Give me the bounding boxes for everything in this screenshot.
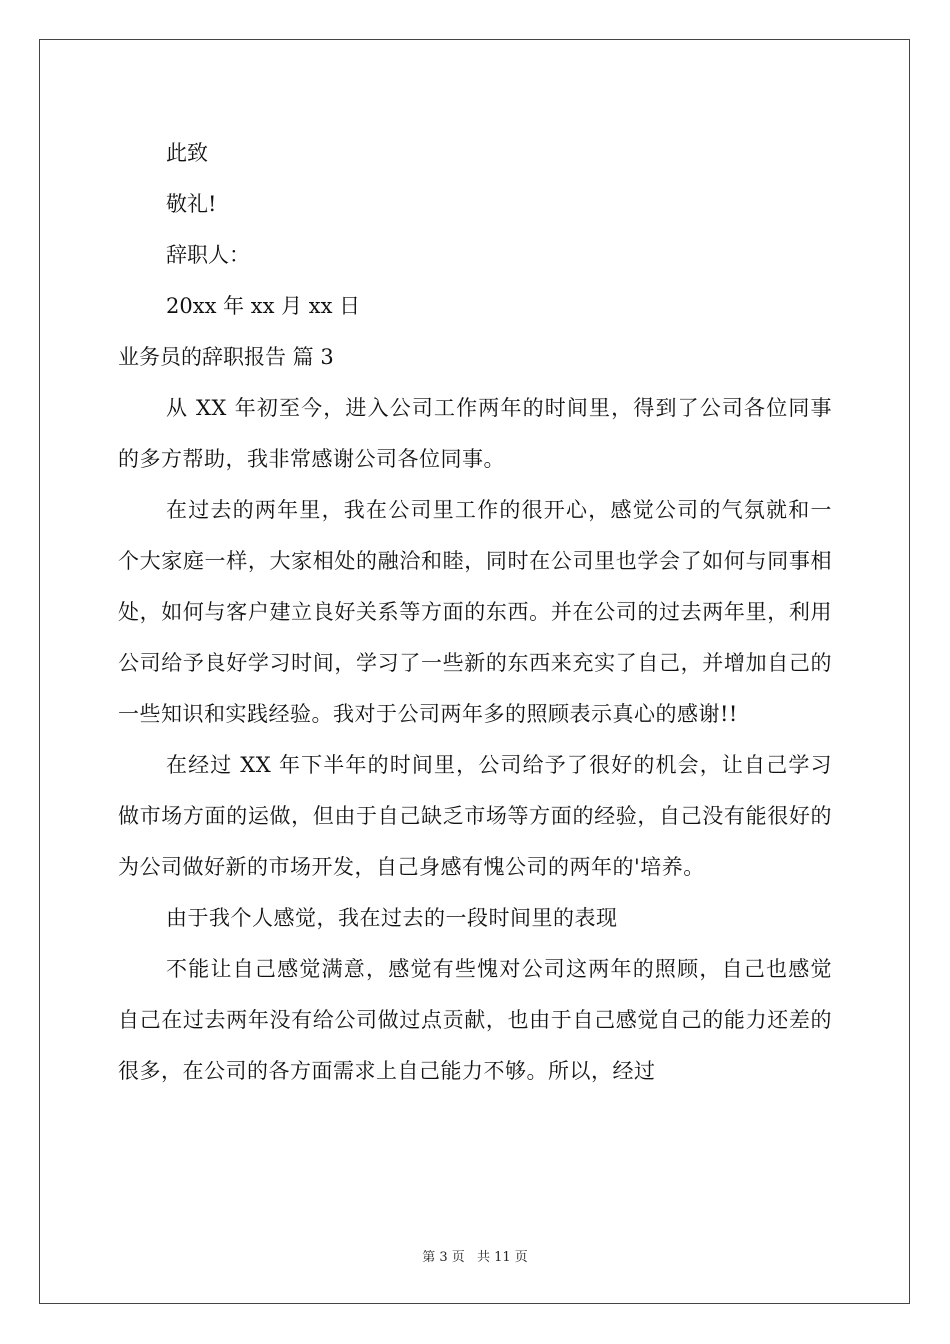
page-total: 共 11 页 (476, 1250, 528, 1265)
letter-date: 20xx 年 xx 月 xx 日 (166, 294, 361, 318)
paragraph-1: 从 XX 年初至今，进入公司工作两年的时间里，得到了公司各位同事的多方帮助，我非常感谢公司各位同事。 (118, 396, 832, 471)
signer-label: 辞职人： (166, 243, 250, 267)
paragraph-2: 在过去的两年里，我在公司里工作的很开心，感觉公司的气氛就和一个大家庭一样，大家相处的融洽和睦，同时在公司里也学会了如何与同事相处，如何与客户建立良好关系等方面的东西。并在公司的过去两年里，利用公司给予良好学习时间，学习了一些新的东西来充实了自己，并增加自己的一些知识和实践经验。我对于公司两年多的照顾表示真心的感谢!! (118, 498, 832, 726)
section-title: 业务员的辞职报告 篇 3 (118, 345, 334, 369)
document-body (118, 128, 832, 1097)
closing-regards: 敬礼! (166, 192, 217, 216)
paragraph-3: 在经过 XX 年下半年的时间里，公司给予了很好的机会，让自己学习做市场方面的运做，但由于自己缺乏市场等方面的经验，自己没有能很好的为公司做好新的市场开发，自己身感有愧公司的两年的'培养。 (118, 753, 832, 879)
page-number: 第 3 页 (422, 1250, 465, 1265)
closing-salutation: 此致 (166, 141, 208, 165)
page-footer (0, 1246, 950, 1265)
paragraph-4: 由于我个人感觉，我在过去的一段时间里的表现 (166, 906, 618, 930)
paragraph-5: 不能让自己感觉满意，感觉有些愧对公司这两年的照顾，自己也感觉自己在过去两年没有给公司做过点贡献，也由于自己感觉自己的能力还差的很多，在公司的各方面需求上自己能力不够。所以，经过 (118, 957, 832, 1083)
